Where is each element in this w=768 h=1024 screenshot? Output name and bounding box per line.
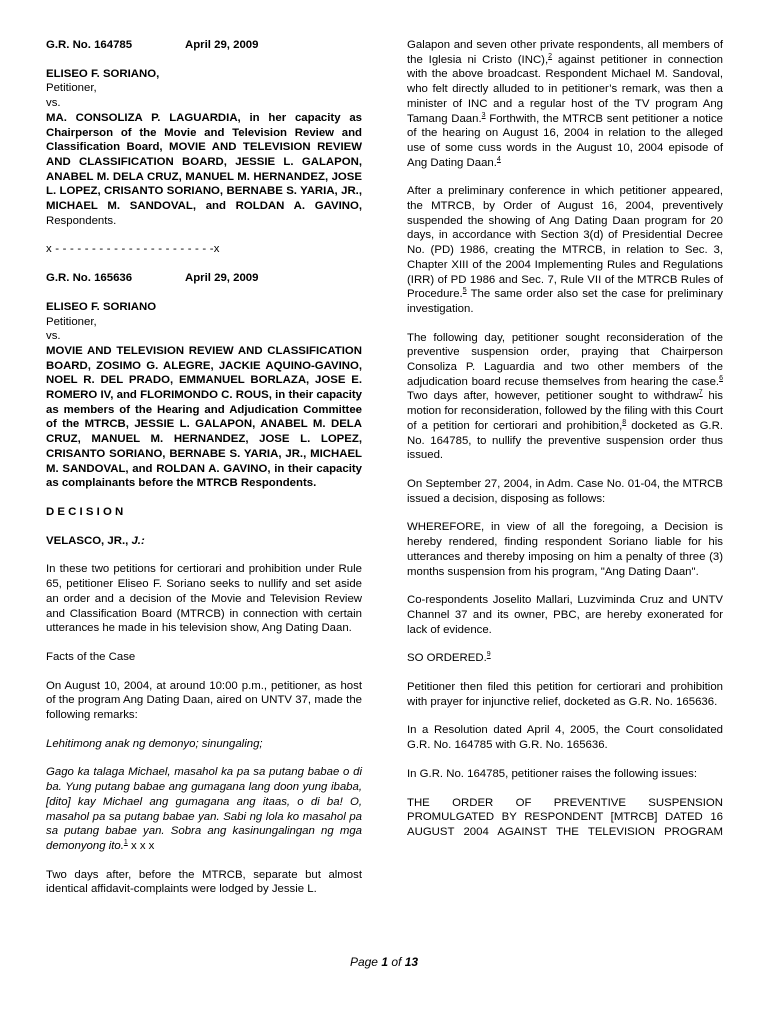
case-header-1 bbox=[46, 38, 362, 53]
footnote-ref[interactable]: 3 bbox=[481, 111, 486, 119]
petitioner-name: ELISEO F. SORIANO bbox=[46, 300, 157, 313]
footnote-ref[interactable]: 6 bbox=[719, 374, 723, 382]
text-run: The following day, petitioner sought reconsideration of the preventive suspension order, praying that Chairperson Consoliza P. Laguardia and two other members of the adjudication board recuse themselves from hearing the case. bbox=[407, 331, 723, 388]
footnote-ref[interactable]: 5 bbox=[462, 287, 467, 295]
facts-paragraph: On August 10, 2004, at around 10:00 p.m., petitioner, as host of the program Ang Dating Daan, aired on UNTV 37, made the following remarks: bbox=[46, 679, 362, 722]
intro-paragraph: In these two petitions for certiorari and prohibition under Rule 65, petitioner Eliseo F. Soriano seeks to nullify and set aside an order and a decision of the Movie and Television Review and Classification Board (MTRCB) in connection with certain utterances he made in his television show, Ang Dating Daan. bbox=[46, 563, 362, 635]
respondents-label: Respondents. bbox=[46, 214, 117, 227]
body-paragraph bbox=[407, 331, 723, 463]
page-total: 13 bbox=[404, 955, 419, 969]
quoted-ruling: Co-respondents Joselito Mallari, Luzviminda Cruz and UNTV Channel 37 and its owner, PBC, are hereby exonerated for lack of evidence. bbox=[407, 594, 723, 636]
ponente bbox=[46, 534, 362, 549]
text-run: The same order also set the case for preliminary investigation. bbox=[407, 288, 723, 315]
case-number: G.R. No. 165636 bbox=[46, 272, 133, 285]
case-header-2 bbox=[46, 271, 362, 286]
issue-paragraph: THE ORDER OF PREVENTIVE SUSPENSION PROMULGATED BY RESPONDENT [MTRCB] DATED 16 AUGUST 2004 AGAINST THE TELEVISION PROGRAM bbox=[407, 796, 723, 838]
petitioner-label: Petitioner, bbox=[46, 82, 97, 95]
text-run: Galapon and seven other private respondents, all members of the Iglesia ni Cristo (INC), bbox=[407, 39, 723, 66]
facts-heading: Facts of the Case bbox=[46, 650, 136, 663]
page-footer bbox=[0, 955, 768, 970]
footnote-ref[interactable]: 8 bbox=[622, 419, 627, 427]
body-paragraph: On September 27, 2004, in Adm. Case No. 01-04, the MTRCB issued a decision, disposing as follows: bbox=[407, 477, 723, 505]
footnote-ref[interactable]: 2 bbox=[548, 52, 553, 60]
footnote-ref[interactable]: 7 bbox=[698, 389, 703, 397]
text-run: Forthwith, the MTRCB sent petitioner a notice of the hearing on August 16, 2004 in relation to the alleged use of some cuss words in the August 10, 2004 episode of Ang Dating Daan. bbox=[407, 112, 723, 169]
body-paragraph: In G.R. No. 164785, petitioner raises the following issues: bbox=[407, 767, 697, 780]
text-run: his motion for reconsideration, followed by the filing with this Court of a petition for certiorari and prohibition, bbox=[407, 390, 723, 432]
body-paragraph: Two days after, before the MTRCB, separate but almost identical affidavit-complaints were lodged by Jessie L. bbox=[46, 868, 362, 896]
petitioner-name: ELISEO F. SORIANO, bbox=[46, 67, 160, 80]
of-word: of bbox=[388, 955, 405, 969]
versus: vs. bbox=[46, 330, 61, 343]
ellipsis-text: x x x bbox=[127, 839, 155, 852]
page-number: 1 bbox=[381, 955, 388, 969]
quote-paragraph: Lehitimong anak ng demonyo; sinungaling; bbox=[46, 737, 263, 750]
decision-heading: D E C I S I O N bbox=[46, 505, 124, 518]
body-paragraph: In a Resolution dated April 4, 2005, the Court consolidated G.R. No. 164785 with G.R. No. 165636. bbox=[407, 724, 723, 752]
text-run: SO ORDERED. bbox=[407, 652, 487, 665]
footnote-ref[interactable]: 4 bbox=[496, 155, 501, 163]
petitioner-label: Petitioner, bbox=[46, 315, 97, 328]
ponente-title: J.: bbox=[131, 534, 145, 547]
text-run: Two days after, however, petitioner sought to withdraw bbox=[407, 390, 699, 403]
body-paragraph bbox=[407, 38, 723, 170]
case-number: G.R. No. 164785 bbox=[46, 39, 133, 51]
respondents-block-1 bbox=[46, 111, 362, 229]
footnote-ref[interactable]: 9 bbox=[486, 651, 491, 659]
case-date: April 29, 2009 bbox=[185, 39, 259, 51]
quote-paragraph bbox=[46, 765, 362, 853]
left-column bbox=[46, 38, 362, 911]
body-paragraph: Petitioner then filed this petition for certiorari and prohibition with prayer for injunctive relief, docketed as G.R. No. 165636. bbox=[407, 681, 723, 708]
respondents-names: MA. CONSOLIZA P. LAGUARDIA, in her capacity as Chairperson of the Movie and Television Review and Classification Board, MOVIE AND TELEVISION REVIEW AND CLASSIFICATION BOARD, JESSIE L. GALAPON, ANABEL M. DELA CRUZ, MANUEL M. HERNANDEZ, JOSE L. LOPEZ, CRISANTO SORIANO, BERNABE S. YARIA, JR., MICHAEL M. SANDOVAL, and ROLDAN A. GAVINO, bbox=[46, 111, 362, 213]
text-run: After a preliminary conference in which petitioner appeared, the MTRCB, by Order of August 16, 2004, preventively suspended the showing of Ang Dating Daan program for 20 days, in accordance with Section 3(d) of Presidential Decree No. (PD) 1986, creating the MTRCB, in relation to Sec. 3, Chapter XIII of the 2004 Implementing Rules and Regulations (IRR) of PD 1986 and Sec. 7, Rule VII of the MTRCB Rules of Procedure. bbox=[407, 185, 723, 301]
respondents-block-2: MOVIE AND TELEVISION REVIEW AND CLASSIFICATION BOARD, ZOSIMO G. ALEGRE, JACKIE AQUINO-GAVINO, NOEL R. DEL PRADO, EMMANUEL BORLAZA, JOSE E. ROMERO IV, and FLORIMONDO C. ROUS, in their capacity as members of the Hearing and Adjudication Committee of the MTRCB, JESSIE L. GALAPON, ANABEL M. DELA CRUZ, MANUEL M. HERNANDEZ, JOSE L. LOPEZ, CRISANTO SORIANO, BERNABE S. YARIA, JR., MICHAEL M. SANDOVAL, and ROLDAN A. GAVINO, in their capacity as complainants before the MTRCB Respondents. bbox=[46, 344, 362, 490]
right-column bbox=[407, 38, 723, 868]
quote-text: Gago ka talaga Michael, masahol ka pa sa putang babae o di ba. Yung putang babae ang gumagana lang doon yung ibaba, [dito] kay Michael ang gumagana ang itaas, o di ba! O, masahol pa sa putang babae yan. Sabi ng lola ko masahol pa sa putang babae yan. Sobra ang kasinungalingan ng mga demonyong ito. bbox=[46, 766, 362, 852]
footnote-ref[interactable]: 1 bbox=[123, 839, 128, 847]
text-run: against petitioner in connection with the above broadcast. Respondent Michael M. Sandoval, who felt directly alluded to in petitioner’s remark, was then a minister of INC and a regular host of the TV program Ang Tamang Daan. bbox=[407, 53, 723, 125]
ponente-name: VELASCO, JR., bbox=[46, 534, 129, 547]
versus: vs. bbox=[46, 97, 61, 110]
text-run: docketed as G.R. No. 164785, to nullify the preventive suspension order thus issued. bbox=[407, 419, 723, 462]
body-paragraph bbox=[407, 184, 723, 316]
case-date: April 29, 2009 bbox=[185, 272, 259, 285]
page-word: Page bbox=[349, 955, 382, 969]
quoted-ruling bbox=[407, 651, 723, 666]
quoted-ruling: WHEREFORE, in view of all the foregoing, a Decision is hereby rendered, finding respondent Soriano liable for his utterances and thereby imposing on him a penalty of three (3) months suspension from his program, "Ang Dating Daan". bbox=[407, 521, 723, 578]
separator-line: x - - - - - - - - - - - - - - - - - - - - - -x bbox=[46, 243, 220, 256]
